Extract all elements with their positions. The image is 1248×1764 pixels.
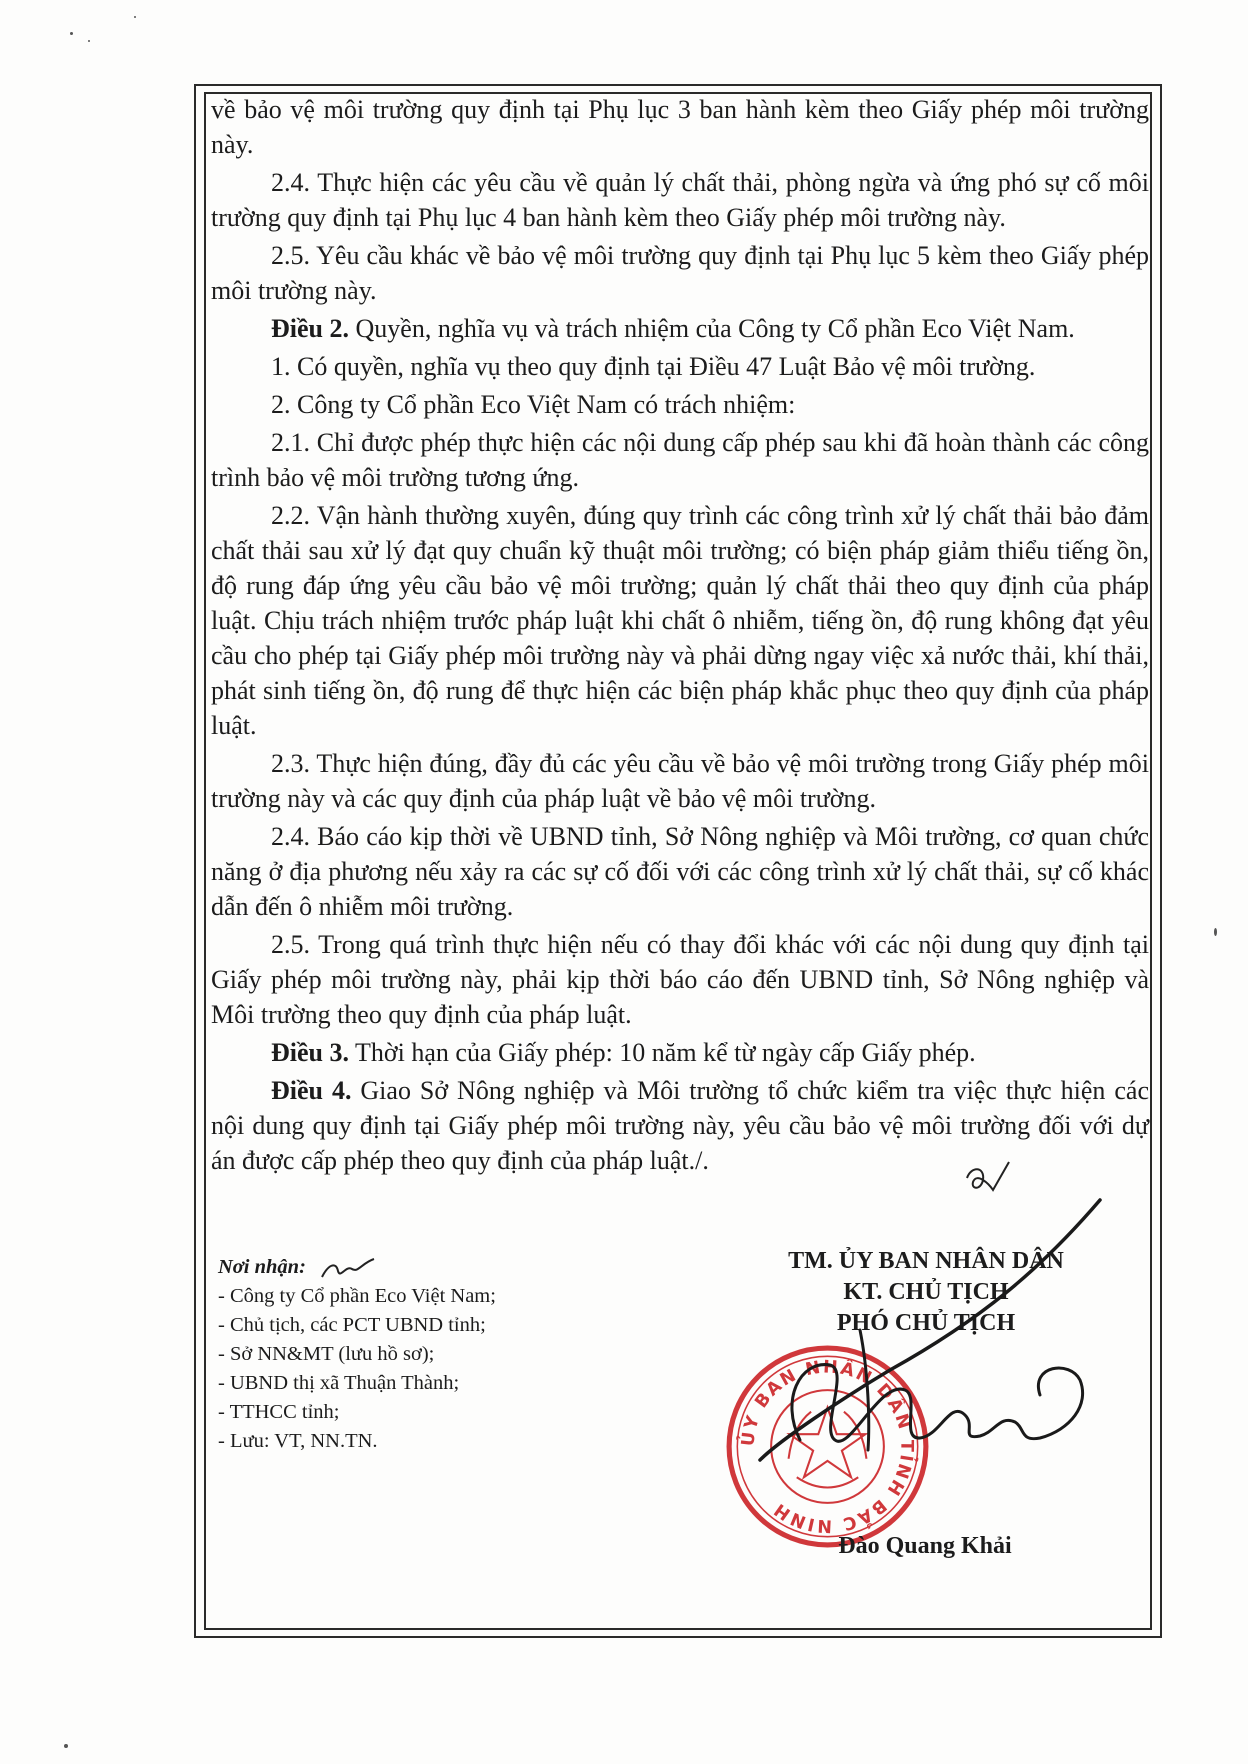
signature-line-2: KT. CHỦ TỊCH [843, 1279, 1009, 1305]
recipients-initial-mark [318, 1255, 378, 1285]
scan-speck [88, 40, 90, 42]
article-2-item-2-4: 2.4. Báo cáo kịp thời về UBND tỉnh, Sở Nông nghiệp và Môi trường, cơ quan chức năng ở địa phương nếu xảy ra các sự cố đối với các công trình xử lý chất thải, sự cố khác dẫn đến ô nhiễm môi trường. [211, 822, 1149, 921]
scan-speck [134, 16, 136, 18]
article-2-item-2-5: 2.5. Trong quá trình thực hiện nếu có thay đổi khác với các nội dung quy định tại Giấy phép môi trường này, phải kịp thời báo cáo đến UBND tỉnh, Sở Nông nghiệp và Môi trường theo quy định của pháp luật. [211, 930, 1149, 1029]
scan-speck [1214, 928, 1217, 936]
signature-line-1: TM. ỦY BAN NHÂN DÂN [788, 1248, 1064, 1274]
signer-name: Đào Quang Khải [838, 1533, 1012, 1559]
article-2-item-1: 1. Có quyền, nghĩa vụ theo quy định tại Điều 47 Luật Bảo vệ môi trường. [271, 352, 1036, 381]
article-2-item-2-1: 2.1. Chỉ được phép thực hiện các nội dung cấp phép sau khi đã hoàn thành các công trình bảo vệ môi trường tương ứng. [211, 428, 1149, 492]
recipient-item: - Công ty Cổ phần Eco Việt Nam; [218, 1285, 496, 1307]
document-body [211, 92, 1149, 1181]
recipient-item: - Sở NN&MT (lưu hồ sơ); [218, 1343, 435, 1365]
paragraph-2-5-other: 2.5. Yêu cầu khác về bảo vệ môi trường quy định tại Phụ lục 5 kèm theo Giấy phép môi trường này. [211, 241, 1149, 305]
recipients-title: Nơi nhận: [218, 1256, 306, 1278]
paragraph-2-4-waste: 2.4. Thực hiện các yêu cầu về quản lý chất thải, phòng ngừa và ứng phó sự cố môi trường quy định tại Phụ lục 4 ban hành kèm theo Giấy phép môi trường này. [211, 168, 1149, 232]
recipients-list [218, 1253, 658, 1456]
article-3: Điều 3. Thời hạn của Giấy phép: 10 năm kể từ ngày cấp Giấy phép. [271, 1038, 976, 1067]
signature-line-3: PHÓ CHỦ TỊCH [836, 1310, 1016, 1336]
article-4: Điều 4. Giao Sở Nông nghiệp và Môi trường tổ chức kiểm tra việc thực hiện các nội dung quy định tại Giấy phép môi trường này, yêu cầu bảo vệ môi trường đối với dự án được cấp phép theo quy định của pháp luật./. [211, 1076, 1149, 1175]
recipient-item: - UBND thị xã Thuận Thành; [218, 1372, 460, 1394]
recipient-item: - TTHCC tỉnh; [218, 1401, 340, 1423]
article-2-item-2-2: 2.2. Vận hành thường xuyên, đúng quy trình các công trình xử lý chất thải bảo đảm chất thải sau xử lý đạt quy chuẩn kỹ thuật môi trường; có biện pháp giảm thiểu tiếng ồn, độ rung đáp ứng yêu cầu bảo vệ môi trường; quản lý chất thải theo quy định của pháp luật. Chịu trách nhiệm trước pháp luật khi chất ô nhiễm, tiếng ồn, độ rung không đạt yêu cầu cho phép tại Giấy phép môi trường này và phải dừng ngay việc xả nước thải, khí thải, phát sinh tiếng ồn, độ rung để thực hiện các biện pháp khắc phục theo quy định của pháp luật. [211, 501, 1149, 740]
handwritten-signature [740, 1190, 1130, 1510]
article-2-item-2: 2. Công ty Cổ phần Eco Việt Nam có trách nhiệm: [271, 390, 796, 419]
paragraph-continuation: về bảo vệ môi trường quy định tại Phụ lục 3 ban hành kèm theo Giấy phép môi trường này. [211, 95, 1149, 159]
article-2-heading: Điều 2. Quyền, nghĩa vụ và trách nhiệm của Công ty Cổ phần Eco Việt Nam. [271, 314, 1075, 343]
seal-text: ỦY BAN NHÂN DÂN TỈNH BẮC NINH [738, 1357, 917, 1536]
scan-speck [64, 1744, 68, 1748]
article-2-item-2-3: 2.3. Thực hiện đúng, đầy đủ các yêu cầu về bảo vệ môi trường trong Giấy phép môi trường này và các quy định của pháp luật về bảo vệ môi trường. [211, 749, 1149, 813]
scan-speck [70, 32, 73, 35]
recipient-item: - Chủ tịch, các PCT UBND tỉnh; [218, 1314, 486, 1336]
recipient-item: - Lưu: VT, NN.TN. [218, 1430, 378, 1452]
